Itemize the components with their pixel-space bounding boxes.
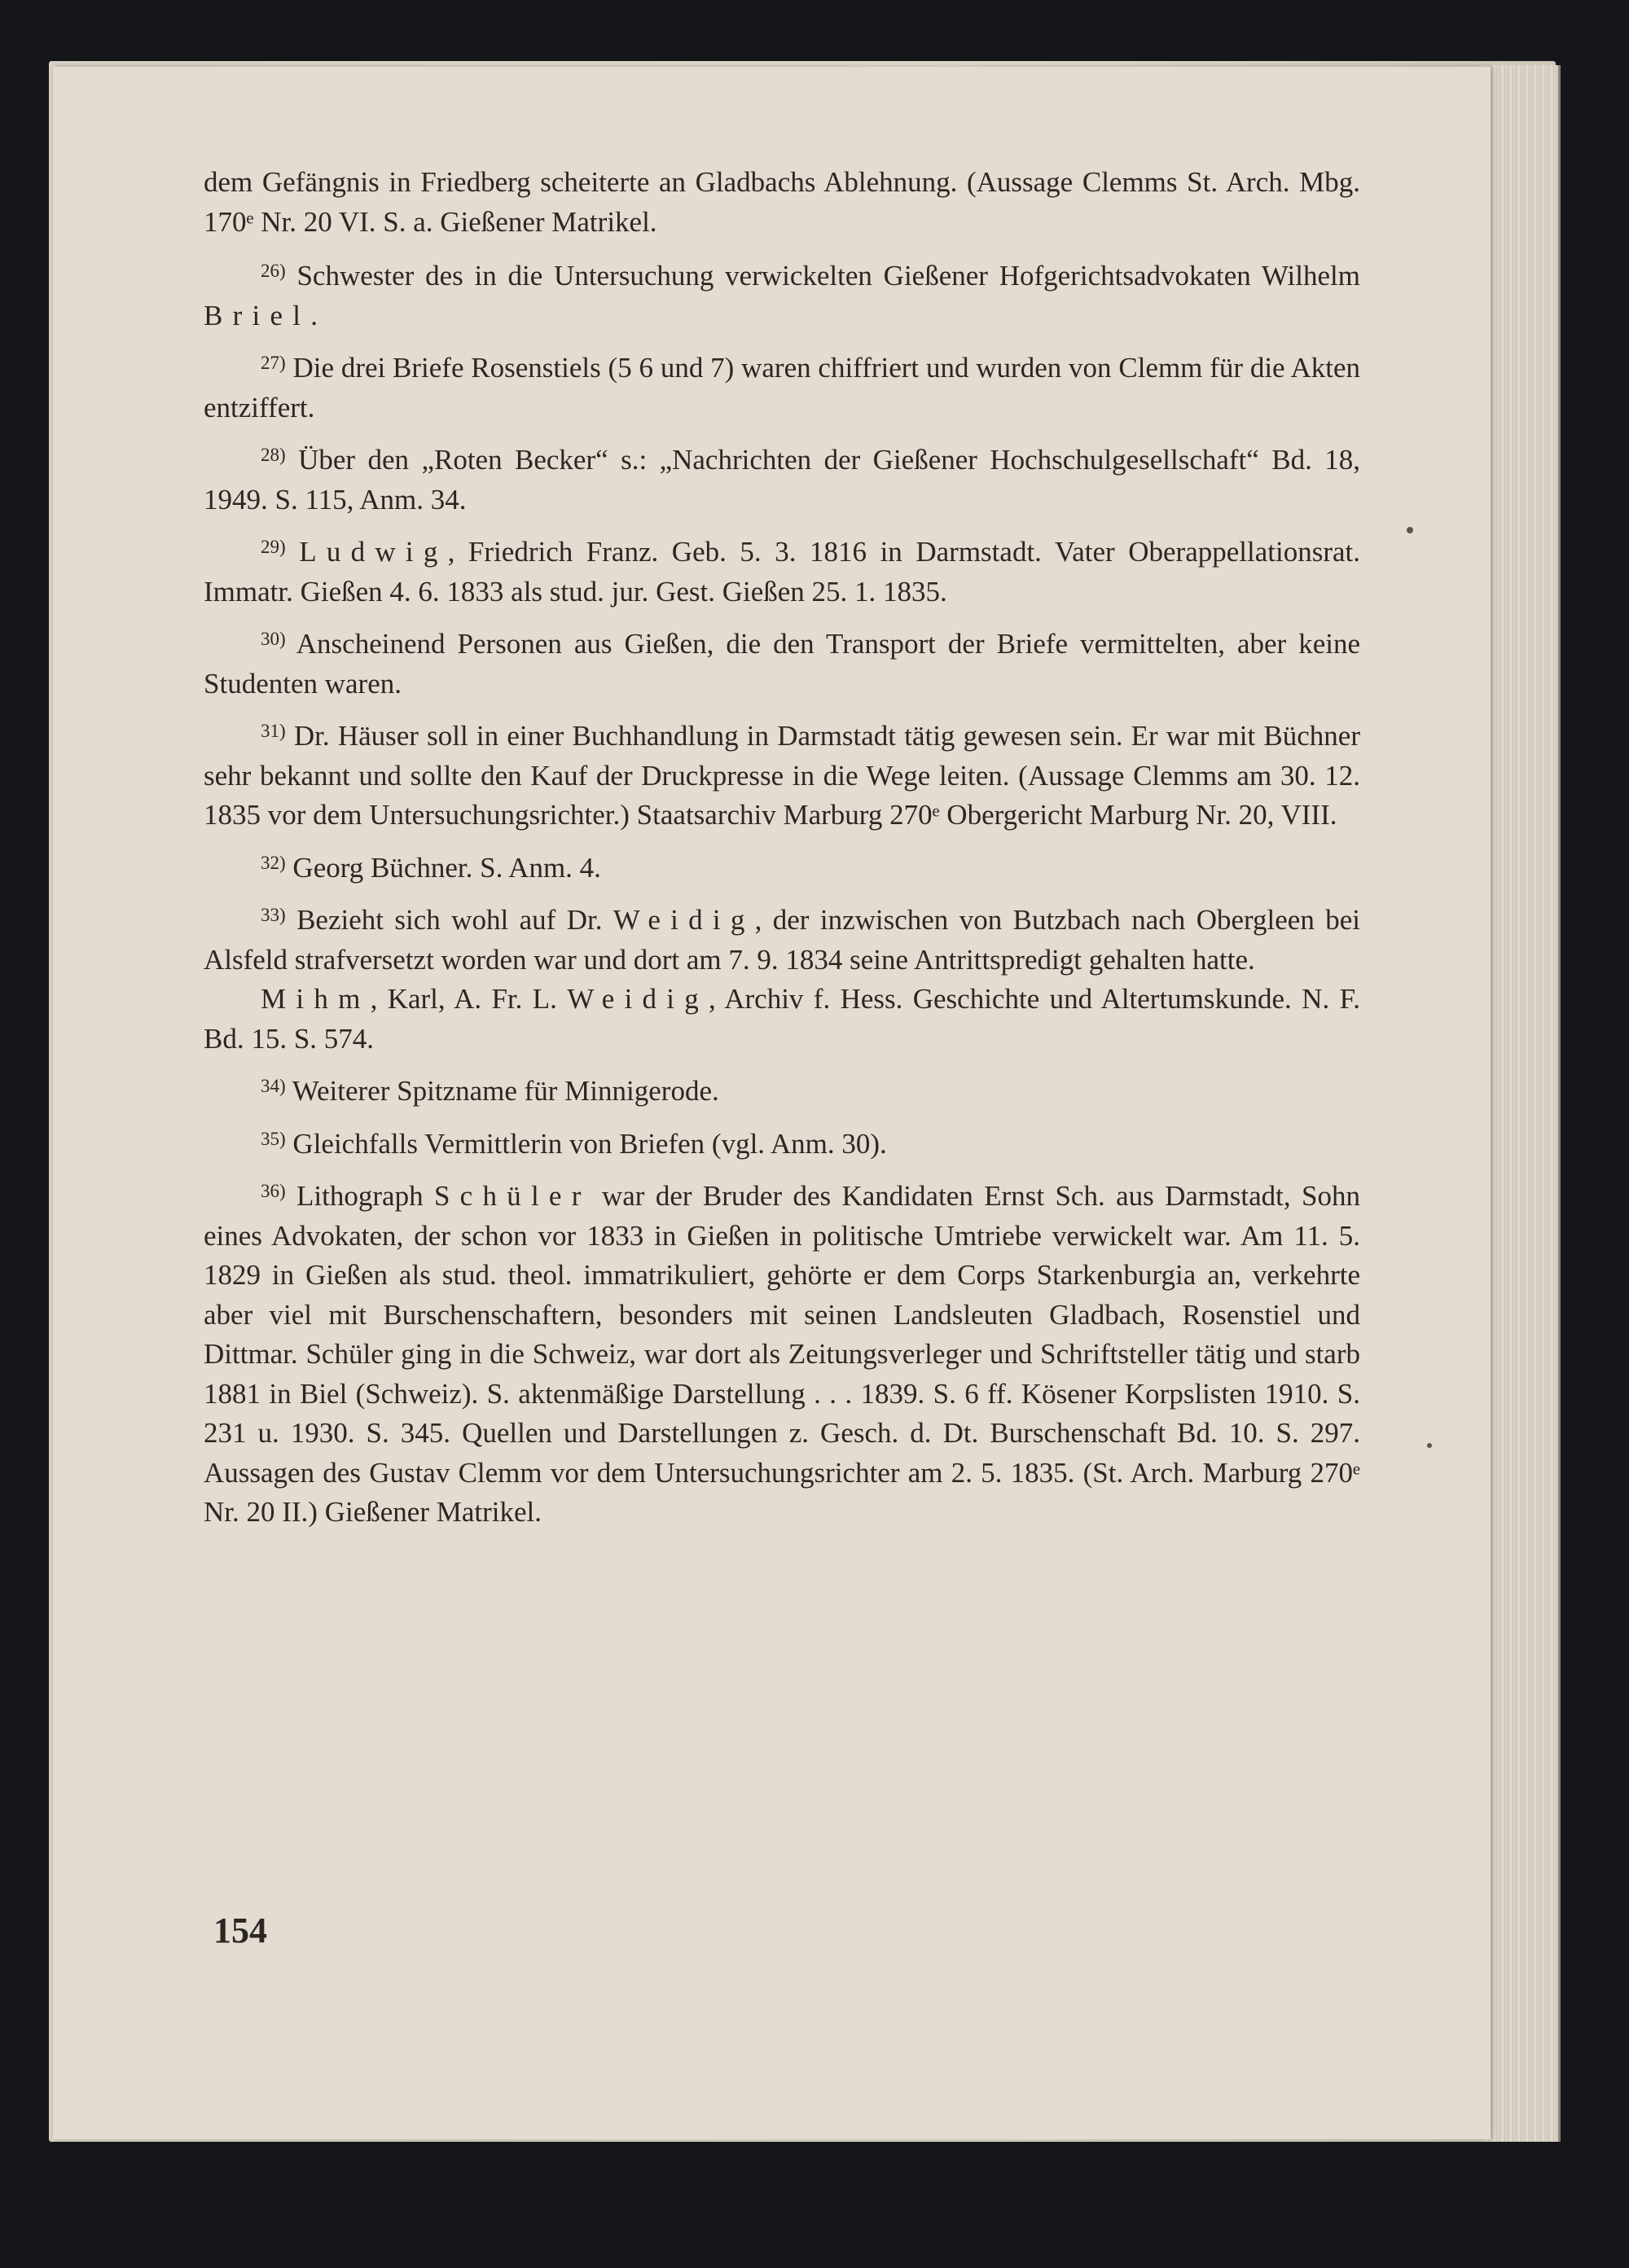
footnote-27 [204,344,1360,428]
footnote-mark: 32) [261,852,286,873]
footnote-text: Weiterer Spitzname für Minnigerode. [285,1075,719,1107]
footnote-mark: 36) [261,1181,286,1201]
footnote-mark: 30) [261,629,286,649]
footnote-text: Die drei Briefe Rosenstiels (5 6 und 7) waren chiffriert und wurden von Clemm für die Akten entziffert. [204,352,1360,423]
spaced-name: Briel [204,299,311,331]
footnote-mark: 33) [261,905,286,925]
footnote-30 [204,620,1360,704]
footnote-mark: 35) [261,1128,286,1149]
spaced-name: Mihm [261,983,371,1015]
footnote-34 [204,1067,1360,1112]
page-speck [1407,527,1413,533]
page-speck [1427,1443,1432,1448]
footnote-26 [204,252,1360,336]
spaced-name: Weidig [613,904,755,936]
footnote-28 [204,436,1360,520]
footnote-mark: 26) [261,261,286,281]
footnote-mark: 31) [261,721,286,741]
footnote-tail: , der inzwischen von Butzbach nach Obergleen bei Alsfeld strafversetzt worden war und dort am 7. 9. 1834 seine Antrittspredigt gehalten hatte. [204,904,1360,976]
footnote-33-reference [204,980,1360,1059]
page-edges [1481,65,1561,2142]
footnote-tail: war der Bruder des Kandidaten Ernst Sch. aus Darmstadt, Sohn eines Advokaten, der schon vor 1833 in Gießen in politische Umtriebe verwickelt war. Am 11. 5. 1829 in Gießen als stud. theol. immatrikuliert, gehörte er dem Corps Starkenburgia an, verkehrte aber viel mit Burschenschaftern, besonders mit seinen Landsleuten Gladbach, Rosenstiel und Dittmar. Schüler ging in die Schweiz, war dort als Zeitungsverleger und Schriftsteller tätig und starb 1881 in Biel (Schweiz). S. aktenmäßige Darstellung . . . 1839. S. 6 ff. Kösener Korpslisten 1910. S. 231 u. 1930. S. 345. Quellen und Darstellungen z. Gesch. d. Dt. Burschenschaft Bd. 10. S. 297. Aussagen des Gustav Clemm vor dem Untersuchungsrichter am 2. 5. 1835. (St. Arch. Marburg 270ᵉ Nr. 20 II.) Gießener Matrikel. [204,1180,1360,1528]
footnote-text: Anscheinend Personen aus Gießen, die den Transport der Briefe vermittelten, aber keine Studenten waren. [204,628,1360,700]
spaced-name: Weidig [567,983,709,1015]
footnote-29 [204,528,1360,612]
footnote-36 [204,1172,1360,1533]
page-number: 154 [213,1910,267,1950]
spaced-name: Ludwig [299,536,448,568]
footnote-text: Lithograph [285,1180,434,1212]
footnote-tail: , Archiv f. Hess. Geschichte und Altertumskunde. N. F. Bd. 15. S. 574. [204,983,1360,1055]
footnote-mark: 34) [261,1076,286,1096]
footnote-mark: 27) [261,353,286,373]
spaced-name: Schüler [433,1180,591,1212]
footnote-text: Georg Büchner. S. Anm. 4. [285,851,601,884]
paragraph-continuation [204,163,1360,242]
footnote-33 [204,896,1360,980]
footnote-mark: 29) [261,537,286,557]
footnote-35 [204,1120,1360,1165]
footnote-text: Gleichfalls Vermittlerin von Briefen (vgl. Anm. 30). [285,1127,887,1160]
footnote-31 [204,712,1360,836]
footnote-text: , Karl, A. Fr. L. [370,983,568,1015]
footnote-text: Schwester des in die Untersuchung verwickelten Gießener Hofgerichtsadvokaten Wilhelm [285,260,1360,292]
footnote-text: , Friedrich Franz. Geb. 5. 3. 1816 in Darmstadt. Vater Oberappellationsrat. Immatr. Gießen 4. 6. 1833 als stud. jur. Gest. Gießen 25. 1. 1835. [204,536,1360,608]
footnote-32 [204,844,1360,888]
footnote-text: Dr. Häuser soll in einer Buchhandlung in Darmstadt tätig gewesen sein. Er war mit Büchner sehr bekannt und sollte den Kauf der Druckpresse in die Wege leiten. (Aussage Clemms am 30. 12. 1835 vor dem Untersuchungsrichter.) Staatsarchiv Marburg 270ᵉ Obergericht Marburg Nr. 20, VIII. [204,720,1360,831]
footnote-tail: . [310,299,318,331]
footnotes-body [204,163,1360,1541]
footnote-mark: 28) [261,445,286,465]
footnote-text: Über den „Roten Becker“ s.: „Nachrichten der Gießener Hochschulgesellschaft“ Bd. 18, 1949. S. 115, Anm. 34. [204,444,1360,515]
paragraph-text: dem Gefängnis in Friedberg scheiterte an Gladbachs Ablehnung. (Aussage Clemms St. Arch. Mbg. 170ᵉ Nr. 20 VI. S. a. Gießener Matrikel. [204,166,1360,238]
footnote-text: Bezieht sich wohl auf Dr. [285,904,613,936]
